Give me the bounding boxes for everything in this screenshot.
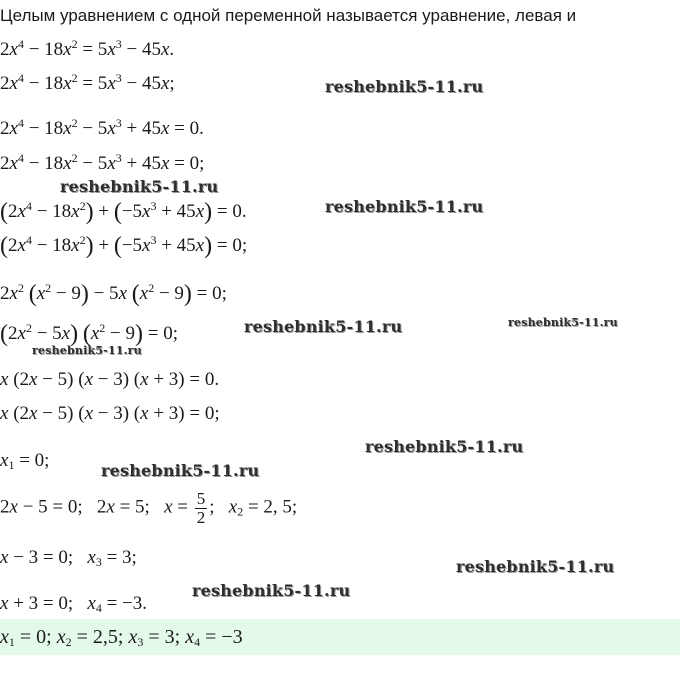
heading-text: Целым уравнением с одной переменной называется уравнение, левая и xyxy=(0,6,577,25)
answer-line: $x_1 = 0$; $x_2 = 2,5$; $x_3 = 3$; $x_4 = -3$ xyxy=(0,626,243,649)
watermark: reshebnik5-11.ru xyxy=(325,77,484,96)
watermark: reshebnik5-11.ru xyxy=(60,177,219,196)
equation-line-6: $(2x^4 - 18x^2) + (-5x^3 + 45x) = 0$; xyxy=(0,233,248,259)
answer-box xyxy=(0,619,680,655)
equation-line-11: $x_1 = 0$; xyxy=(0,450,50,472)
equation-line-12: 2x − 5 = 0; 2x = 5; x = $\frac{5}{2}$ ; $x_2 = 2$, 5; xyxy=(0,489,298,527)
equation-line-1: $2x^4 - 18x^2 = 5x^3 - 45x$. xyxy=(0,37,175,60)
answer-x1: 0 xyxy=(36,626,47,648)
watermark: reshebnik5-11.ru xyxy=(325,197,484,216)
watermark: reshebnik5-11.ru xyxy=(32,344,142,357)
watermark: reshebnik5-11.ru xyxy=(365,437,524,456)
watermark: reshebnik5-11.ru xyxy=(192,581,351,600)
equation-line-7: $2x^2$ $(x^2 - 9) - 5x$ $(x^2 - 9) = 0$; xyxy=(0,281,227,307)
equation-line-5: $(2x^4 - 18x^2) + (-5x^3 + 45x) = 0$. xyxy=(0,199,247,225)
answer-x4: −3 xyxy=(221,626,243,648)
equation-line-9: x (2x − 5) (x − 3) (x + 3) = 0. xyxy=(0,369,220,390)
watermark: reshebnik5-11.ru xyxy=(508,316,618,329)
equation-line-8: $(2x^2 - 5x) (x^2 - 9) = 0$; xyxy=(0,321,178,347)
watermark: reshebnik5-11.ru xyxy=(456,557,615,576)
watermark: reshebnik5-11.ru xyxy=(244,317,403,336)
equation-line-10: x (2x − 5) (x − 3) (x + 3) = 0; xyxy=(0,403,220,424)
answer-x3: 3 xyxy=(164,626,175,648)
equation-line-4: $2x^4 - 18x^2 - 5x^3 + 45x = 0$; xyxy=(0,151,205,174)
equation-line-13: x − 3 = 0; $x_3 = 3$; xyxy=(0,547,137,569)
equation-line-14: x + 3 = 0; $x_4 = -3$. xyxy=(0,593,148,615)
answer-x2: 2,5 xyxy=(92,626,118,648)
equation-line-2: $2x^4 - 18x^2 = 5x^3 - 45x$; xyxy=(0,71,175,94)
equation-line-3: $2x^4 - 18x^2 - 5x^3 + 45x = 0$. xyxy=(0,116,204,139)
watermark: reshebnik5-11.ru xyxy=(101,461,260,480)
